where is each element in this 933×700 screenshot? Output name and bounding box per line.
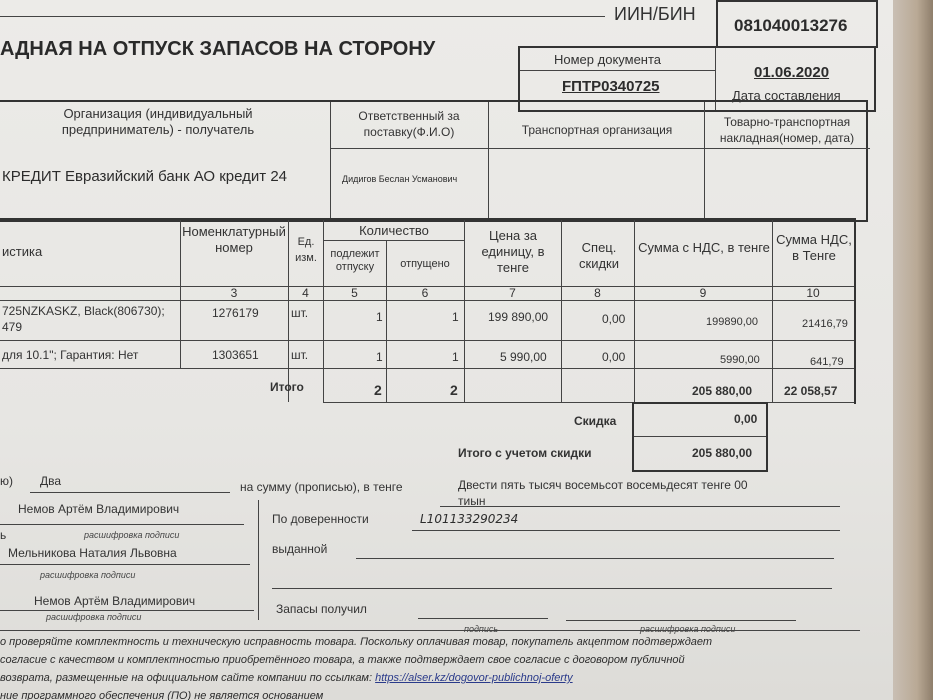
row-released: 1 xyxy=(452,310,459,324)
power-label: По доверенности xyxy=(272,512,369,526)
recipient-value: КРЕДИТ Евразийский банк АО кредит 24 xyxy=(2,168,288,185)
col-nomenclature-header: Номенклатурный номер xyxy=(182,224,286,255)
total-to-release: 2 xyxy=(374,382,382,398)
doc-date-label: Дата составления xyxy=(732,88,841,103)
notice-line4: ние программного обеспечения (ПО) не является основанием xyxy=(0,690,324,700)
total-vat: 22 058,57 xyxy=(784,384,838,398)
discount-box xyxy=(632,402,768,472)
sum-words-label: на сумму (прописью), в тенге xyxy=(240,480,403,494)
col-number: 9 xyxy=(699,286,707,300)
row-name-line2: 479 xyxy=(2,320,23,334)
sig-decode-label: расшифровка подписи xyxy=(46,612,142,622)
sum-words-value2: тиын xyxy=(458,494,486,508)
row-vat: 21416,79 xyxy=(802,318,848,330)
issued-label: выданной xyxy=(272,542,328,556)
col-number: 6 xyxy=(421,286,429,300)
items-table xyxy=(0,218,856,404)
row-vat: 641,79 xyxy=(810,356,844,368)
responsible-header: Ответственный за поставку(Ф.И.О) xyxy=(358,109,460,139)
row-price: 199 890,00 xyxy=(488,310,549,324)
col-discount-header: Спец. скидки xyxy=(579,240,619,271)
iin-value: 081040013276 xyxy=(734,16,848,35)
col-released-header: отпущено xyxy=(400,258,450,270)
col-number: 3 xyxy=(230,286,238,300)
count-prefix: ю) xyxy=(0,474,13,488)
row-price: 5 990,00 xyxy=(500,350,547,364)
col-number: 8 xyxy=(594,286,601,300)
row-to-release: 1 xyxy=(376,310,383,324)
footer-divider xyxy=(258,500,259,620)
total-label: Итого xyxy=(270,380,304,394)
discount-value: 0,00 xyxy=(734,412,758,426)
received-label: Запасы получил xyxy=(276,602,367,616)
col-price-header: Цена за единицу, в тенге xyxy=(481,228,545,275)
notice-line2: согласие с качеством и комплектностью приобретённого товара, а также подтверждает свое согласие с договором публичной xyxy=(0,654,685,666)
row-name: 725NZKASKZ, Black(806730); xyxy=(2,304,165,318)
notice-link[interactable]: https://alser.kz/dogovor-publichnoj-oferty xyxy=(375,672,573,684)
doc-number-value: FПТР0340725 xyxy=(562,78,660,95)
row-sum-vat: 199890,00 xyxy=(706,316,758,328)
row-name: для 10.1"; Гарантия: Нет xyxy=(2,348,139,362)
total-sum: 205 880,00 xyxy=(692,384,753,398)
signer3-name: Немов Артём Владимирович xyxy=(34,594,196,608)
iin-box xyxy=(716,0,878,48)
col-name-header: истика xyxy=(2,244,43,259)
sig-decode-label: расшифровка подписи xyxy=(84,530,180,540)
table-edge xyxy=(893,0,933,700)
signer2-name: Мельникова Наталия Львовна xyxy=(8,546,177,560)
top-rule xyxy=(0,16,605,17)
row-nomenclature: 1303651 xyxy=(212,348,259,362)
doc-number-label: Номер документа xyxy=(554,52,662,67)
col-number: 7 xyxy=(509,286,516,300)
count-words: Два xyxy=(40,474,62,488)
col-sum-vat-header: Сумма с НДС, в тенге xyxy=(638,240,770,255)
row-sum-vat: 5990,00 xyxy=(720,354,760,366)
signer1-name: Немов Артём Владимирович xyxy=(18,502,180,516)
responsible-value: Дидигов Беслан Усманович xyxy=(342,174,458,184)
recipient-header: Организация (индивидуальный предприниматель) - получатель xyxy=(61,106,255,137)
row-nomenclature: 1276179 xyxy=(212,306,259,320)
sign-label: подпись xyxy=(464,624,499,634)
iin-label: ИИН/БИН xyxy=(614,4,696,24)
waybill-header: Товарно-транспортная накладная(номер, дата) xyxy=(719,115,855,145)
col-vat-header: Сумма НДС, в Тенге xyxy=(776,232,852,263)
sig-decode-label: расшифровка подписи xyxy=(40,570,136,580)
row-unit: шт. xyxy=(291,306,309,320)
row-to-release: 1 xyxy=(376,350,383,364)
col-number: 5 xyxy=(351,286,358,300)
power-value: L101133290234 xyxy=(420,512,519,526)
parties-table xyxy=(0,100,868,222)
signer1-prefix: ь xyxy=(0,528,7,542)
col-number: 4 xyxy=(302,286,309,300)
transport-header: Транспортная организация xyxy=(521,123,673,137)
col-quantity-header: Количество xyxy=(359,223,429,238)
document-title: АДНАЯ НА ОТПУСК ЗАПАСОВ НА СТОРОНУ xyxy=(0,38,436,60)
total-with-discount-label: Итого с учетом скидки xyxy=(458,446,592,460)
total-released: 2 xyxy=(450,382,458,398)
col-unit-header: Ед. изм. xyxy=(295,236,317,264)
notice-line3-wrap xyxy=(0,672,573,684)
col-to-release-header: подлежит отпуску xyxy=(330,248,380,273)
notice-line1: о проверяйте комплектность и техническую исправность товара. Поскольку оплачивая товар, покупатель акцептом подтверждает xyxy=(0,636,713,648)
row-discount: 0,00 xyxy=(602,312,626,326)
notice-line3: возврата, размещенные на официальном сайте компании по ссылкам: xyxy=(0,672,373,684)
sig-decode-label: расшифровка подписи xyxy=(640,624,736,634)
sum-words-value: Двести пять тысяч восемьсот восемьдесят тенге 00 xyxy=(458,478,748,492)
sum-words-underline xyxy=(440,506,840,507)
doc-date-value: 01.06.2020 xyxy=(754,64,830,81)
count-underline xyxy=(30,492,230,493)
row-unit: шт. xyxy=(291,348,309,362)
col-number: 10 xyxy=(806,286,820,300)
row-discount: 0,00 xyxy=(602,350,626,364)
discount-label: Скидка xyxy=(574,414,617,428)
total-with-discount-value: 205 880,00 xyxy=(692,446,753,460)
row-released: 1 xyxy=(452,350,459,364)
